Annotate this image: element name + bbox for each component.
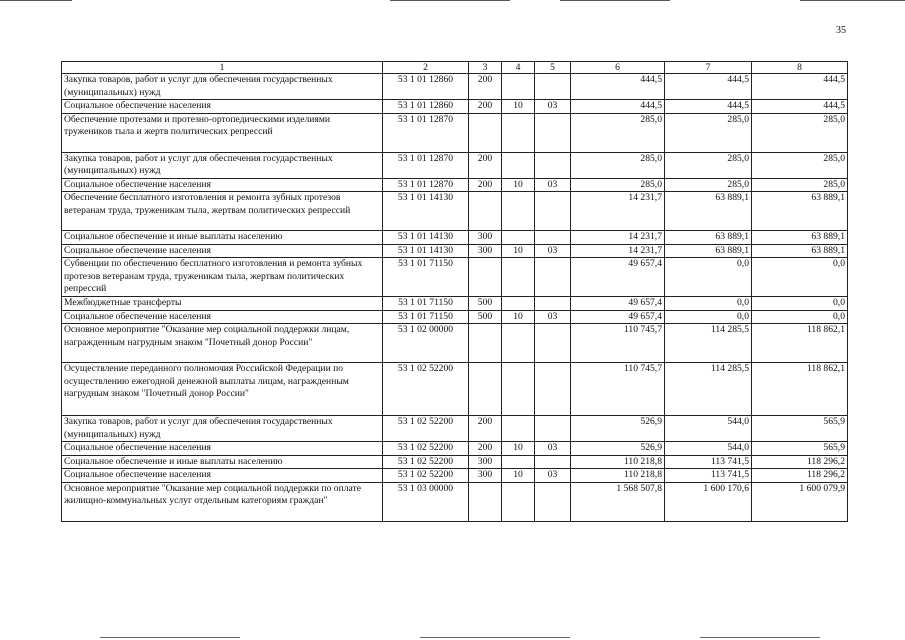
table-row <box>62 152 848 178</box>
table-row <box>62 113 848 152</box>
row-amount-col8: 118 862,1 <box>752 324 848 363</box>
row-amount-col6: 285,0 <box>571 178 665 192</box>
row-amount-col6: 444,5 <box>571 74 665 100</box>
row-expense-type: 300 <box>469 469 502 483</box>
row-amount-col6: 14 231,7 <box>571 192 665 231</box>
row-code: 53 1 01 14130 <box>383 192 469 231</box>
row-amount-col8: 444,5 <box>752 74 848 100</box>
row-name: Субвенции по обеспечению бесплатного изготовления и ремонта зубных протезов ветеранам труда, труженикам тыла, жертвам политических репрессий <box>62 258 383 297</box>
row-name: Обеспечение бесплатного изготовления и ремонта зубных протезов ветеранам труда, труженикам тыла, жертвам политических репрессий <box>62 192 383 231</box>
table-row <box>62 416 848 442</box>
row-subsection: 03 <box>535 178 571 192</box>
table-row <box>62 258 848 297</box>
row-expense-type <box>469 324 502 363</box>
row-name: Обеспечение протезами и протезно-ортопедическими изделиями тружеников тыла и жертв политических репрессий <box>62 113 383 152</box>
row-subsection <box>535 192 571 231</box>
row-code: 53 1 01 12860 <box>383 74 469 100</box>
row-section: 10 <box>502 310 535 324</box>
column-header: 1 <box>62 62 383 74</box>
row-amount-col6: 14 231,7 <box>571 244 665 258</box>
column-header: 6 <box>571 62 665 74</box>
row-name: Закупка товаров, работ и услуг для обеспечения государственных (муниципальных) нужд <box>62 74 383 100</box>
row-code: 53 1 02 52200 <box>383 416 469 442</box>
row-name: Социальное обеспечение населения <box>62 310 383 324</box>
row-name: Закупка товаров, работ и услуг для обеспечения государственных (муниципальных) нужд <box>62 152 383 178</box>
row-section: 10 <box>502 244 535 258</box>
row-amount-col7: 544,0 <box>665 416 752 442</box>
row-amount-col7: 0,0 <box>665 258 752 297</box>
table-row <box>62 310 848 324</box>
row-amount-col6: 285,0 <box>571 113 665 152</box>
column-header: 4 <box>502 62 535 74</box>
row-subsection: 03 <box>535 100 571 114</box>
row-section <box>502 258 535 297</box>
row-name: Социальное обеспечение населения <box>62 442 383 456</box>
row-section <box>502 74 535 100</box>
table-row <box>62 482 848 521</box>
row-name: Социальное обеспечение населения <box>62 178 383 192</box>
row-amount-col7: 114 285,5 <box>665 324 752 363</box>
row-amount-col8: 285,0 <box>752 178 848 192</box>
row-subsection <box>535 455 571 469</box>
row-amount-col7: 285,0 <box>665 113 752 152</box>
row-section <box>502 416 535 442</box>
row-expense-type: 300 <box>469 244 502 258</box>
table-row <box>62 455 848 469</box>
row-amount-col7: 114 285,5 <box>665 363 752 416</box>
row-subsection <box>535 297 571 311</box>
row-expense-type: 200 <box>469 100 502 114</box>
row-expense-type <box>469 363 502 416</box>
row-expense-type <box>469 192 502 231</box>
row-section <box>502 324 535 363</box>
row-amount-col7: 63 889,1 <box>665 192 752 231</box>
row-code: 53 1 02 52200 <box>383 469 469 483</box>
row-amount-col8: 565,9 <box>752 416 848 442</box>
row-expense-type: 200 <box>469 442 502 456</box>
column-header: 5 <box>535 62 571 74</box>
row-code: 53 1 01 12860 <box>383 100 469 114</box>
row-amount-col7: 444,5 <box>665 100 752 114</box>
row-name: Основное мероприятие "Оказание мер социальной поддержки по оплате жилищно-коммунальных услуг отдельным категориям граждан" <box>62 482 383 521</box>
row-subsection <box>535 74 571 100</box>
row-amount-col6: 1 568 507,8 <box>571 482 665 521</box>
row-section <box>502 231 535 245</box>
row-section: 10 <box>502 442 535 456</box>
row-amount-col8: 63 889,1 <box>752 192 848 231</box>
row-section <box>502 113 535 152</box>
row-amount-col6: 14 231,7 <box>571 231 665 245</box>
row-name: Межбюджетные трансферты <box>62 297 383 311</box>
scan-bottom-border <box>0 635 905 638</box>
row-expense-type: 300 <box>469 455 502 469</box>
table-row <box>62 100 848 114</box>
row-amount-col8: 118 296,2 <box>752 469 848 483</box>
scan-top-border <box>0 0 905 3</box>
row-subsection: 03 <box>535 244 571 258</box>
row-code: 53 1 01 71150 <box>383 258 469 297</box>
column-header: 7 <box>665 62 752 74</box>
row-code: 53 1 02 52200 <box>383 455 469 469</box>
table-row <box>62 469 848 483</box>
row-subsection <box>535 363 571 416</box>
row-amount-col8: 285,0 <box>752 152 848 178</box>
row-amount-col6: 49 657,4 <box>571 310 665 324</box>
row-expense-type: 200 <box>469 74 502 100</box>
row-subsection <box>535 416 571 442</box>
row-subsection <box>535 113 571 152</box>
row-subsection <box>535 152 571 178</box>
row-subsection <box>535 258 571 297</box>
row-code: 53 1 02 00000 <box>383 324 469 363</box>
row-amount-col8: 0,0 <box>752 310 848 324</box>
row-code: 53 1 01 14130 <box>383 231 469 245</box>
row-amount-col6: 110 745,7 <box>571 324 665 363</box>
row-amount-col6: 110 745,7 <box>571 363 665 416</box>
row-expense-type: 200 <box>469 152 502 178</box>
row-amount-col7: 0,0 <box>665 310 752 324</box>
row-code: 53 1 01 12870 <box>383 113 469 152</box>
row-amount-col8: 1 600 079,9 <box>752 482 848 521</box>
row-amount-col6: 110 218,8 <box>571 469 665 483</box>
row-amount-col7: 285,0 <box>665 152 752 178</box>
row-amount-col8: 444,5 <box>752 100 848 114</box>
row-amount-col8: 63 889,1 <box>752 244 848 258</box>
row-subsection: 03 <box>535 310 571 324</box>
row-name: Социальное обеспечение населения <box>62 244 383 258</box>
row-subsection <box>535 324 571 363</box>
row-amount-col6: 49 657,4 <box>571 258 665 297</box>
row-expense-type <box>469 113 502 152</box>
column-header: 2 <box>383 62 469 74</box>
row-code: 53 1 01 71150 <box>383 310 469 324</box>
budget-table <box>61 61 848 522</box>
table-row <box>62 192 848 231</box>
column-header: 3 <box>469 62 502 74</box>
page-number: 35 <box>836 25 846 36</box>
row-expense-type <box>469 482 502 521</box>
row-amount-col7: 1 600 170,6 <box>665 482 752 521</box>
row-subsection: 03 <box>535 469 571 483</box>
row-amount-col7: 63 889,1 <box>665 244 752 258</box>
row-amount-col7: 113 741,5 <box>665 469 752 483</box>
row-subsection <box>535 231 571 245</box>
row-amount-col7: 285,0 <box>665 178 752 192</box>
row-expense-type: 200 <box>469 178 502 192</box>
row-code: 53 1 01 12870 <box>383 178 469 192</box>
row-subsection: 03 <box>535 442 571 456</box>
row-amount-col6: 110 218,8 <box>571 455 665 469</box>
table-row <box>62 297 848 311</box>
row-amount-col8: 118 296,2 <box>752 455 848 469</box>
row-section <box>502 455 535 469</box>
table-row <box>62 74 848 100</box>
row-section <box>502 152 535 178</box>
table-row <box>62 231 848 245</box>
table-row <box>62 178 848 192</box>
row-amount-col8: 63 889,1 <box>752 231 848 245</box>
row-expense-type: 200 <box>469 416 502 442</box>
row-amount-col7: 113 741,5 <box>665 455 752 469</box>
row-amount-col8: 0,0 <box>752 258 848 297</box>
row-section <box>502 482 535 521</box>
table-row <box>62 244 848 258</box>
row-expense-type: 300 <box>469 231 502 245</box>
row-section: 10 <box>502 178 535 192</box>
row-code: 53 1 01 71150 <box>383 297 469 311</box>
row-section <box>502 297 535 311</box>
row-amount-col6: 49 657,4 <box>571 297 665 311</box>
row-section: 10 <box>502 100 535 114</box>
row-amount-col8: 285,0 <box>752 113 848 152</box>
row-code: 53 1 02 52200 <box>383 363 469 416</box>
row-expense-type <box>469 258 502 297</box>
row-amount-col7: 63 889,1 <box>665 231 752 245</box>
row-name: Закупка товаров, работ и услуг для обеспечения государственных (муниципальных) нужд <box>62 416 383 442</box>
row-name: Социальное обеспечение и иные выплаты населению <box>62 231 383 245</box>
row-section <box>502 192 535 231</box>
table-row <box>62 442 848 456</box>
column-number-row <box>62 62 848 74</box>
row-section: 10 <box>502 469 535 483</box>
row-name: Социальное обеспечение и иные выплаты населению <box>62 455 383 469</box>
row-section <box>502 363 535 416</box>
row-amount-col6: 444,5 <box>571 100 665 114</box>
row-amount-col7: 0,0 <box>665 297 752 311</box>
row-code: 53 1 01 12870 <box>383 152 469 178</box>
row-name: Социальное обеспечение населения <box>62 469 383 483</box>
row-amount-col6: 526,9 <box>571 442 665 456</box>
row-amount-col6: 526,9 <box>571 416 665 442</box>
row-expense-type: 500 <box>469 310 502 324</box>
row-amount-col7: 544,0 <box>665 442 752 456</box>
row-code: 53 1 03 00000 <box>383 482 469 521</box>
row-amount-col8: 118 862,1 <box>752 363 848 416</box>
row-code: 53 1 01 14130 <box>383 244 469 258</box>
table-row <box>62 363 848 416</box>
row-name: Социальное обеспечение населения <box>62 100 383 114</box>
row-expense-type: 500 <box>469 297 502 311</box>
row-subsection <box>535 482 571 521</box>
row-amount-col8: 0,0 <box>752 297 848 311</box>
column-header: 8 <box>752 62 848 74</box>
row-amount-col6: 285,0 <box>571 152 665 178</box>
row-amount-col7: 444,5 <box>665 74 752 100</box>
row-name: Осуществление переданного полномочия Российской Федерации по осуществлению ежегодной денежной выплаты лицам, награжденным нагрудным знаком "Почетный донор России" <box>62 363 383 416</box>
table-row <box>62 324 848 363</box>
row-code: 53 1 02 52200 <box>383 442 469 456</box>
row-name: Основное мероприятие "Оказание мер социальной поддержки лицам, награжденным нагрудным знаком "Почетный донор России" <box>62 324 383 363</box>
row-amount-col8: 565,9 <box>752 442 848 456</box>
